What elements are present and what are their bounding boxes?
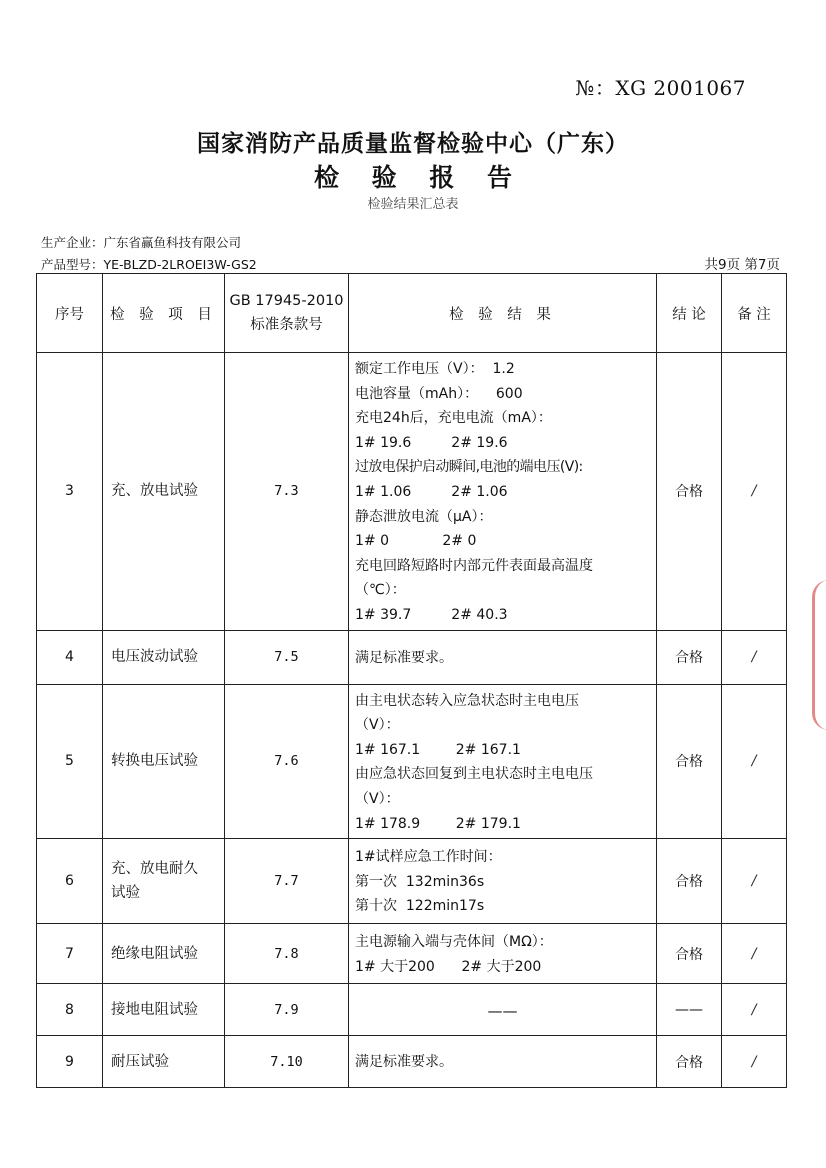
row-no: 6 <box>37 839 103 924</box>
result-line: 第十次 122min17s <box>355 898 485 915</box>
result-line: 静态泄放电流（μA）： <box>355 508 493 525</box>
header-no: 序号 <box>37 274 103 353</box>
row-no: 3 <box>37 353 103 631</box>
result-line: 1# 大于200 2# 大于200 <box>355 958 542 975</box>
row-no: 5 <box>37 684 103 839</box>
row-remark: / <box>722 1036 787 1088</box>
seal-stamp-fragment <box>812 580 826 730</box>
result-line: 充电24h后，充电电流（mA）： <box>355 410 552 427</box>
row-conclusion: 合格 <box>657 924 722 984</box>
table-header-row <box>37 274 787 353</box>
row-no: 9 <box>37 1036 103 1088</box>
organization-title: 国家消防产品质量监督检验中心（广东） <box>197 131 629 157</box>
report-subtitle: 检验结果汇总表 <box>367 197 459 212</box>
row-clause: 7.7 <box>225 839 349 924</box>
result-line: 1# 167.1 2# 167.1 <box>355 741 521 758</box>
table-row <box>37 984 787 1036</box>
row-remark: / <box>722 924 787 984</box>
result-line: 满足标准要求。 <box>355 649 453 666</box>
row-clause: 7.3 <box>225 353 349 631</box>
row-no: 7 <box>37 924 103 984</box>
header-clause-label: 标准条款号 <box>250 317 323 333</box>
row-result <box>349 630 657 684</box>
header-result: 检 验 结 果 <box>349 274 657 353</box>
row-conclusion: 合格 <box>657 1036 722 1088</box>
row-result <box>349 839 657 924</box>
row-remark: / <box>722 684 787 839</box>
result-line: 1# 178.9 2# 179.1 <box>355 815 521 832</box>
row-conclusion: 合格 <box>657 630 722 684</box>
row-item: 电压波动试验 <box>103 630 225 684</box>
row-item: 耐压试验 <box>103 1036 225 1088</box>
table-row <box>37 839 787 924</box>
header-remark: 备 注 <box>722 274 787 353</box>
result-line: 由主电状态转入应急状态时主电电压 <box>355 692 579 709</box>
row-result <box>349 924 657 984</box>
model-line: 产品型号：YE-BLZD-2LROEⅠ3W-GS2 <box>41 257 257 272</box>
result-line: （V）： <box>355 790 400 807</box>
result-line: 满足标准要求。 <box>355 1054 453 1071</box>
table-row <box>37 684 787 839</box>
result-line: 1# 19.6 2# 19.6 <box>355 434 508 451</box>
row-result <box>349 1036 657 1088</box>
result-line: 电池容量（mAh）： 600 <box>355 385 523 402</box>
result-line: 充电回路短路时内部元件表面最高温度 <box>355 557 593 574</box>
row-conclusion: 合格 <box>657 353 722 631</box>
manufacturer-line: 生产企业：广东省赢鱼科技有限公司 <box>41 235 242 250</box>
result-line: 第一次 132min36s <box>355 873 485 890</box>
row-conclusion: 合格 <box>657 839 722 924</box>
result-line: 1# 39.7 2# 40.3 <box>355 606 508 623</box>
row-remark: / <box>722 630 787 684</box>
result-line: 1# 1.06 2# 1.06 <box>355 483 508 500</box>
row-item: 接地电阻试验 <box>103 984 225 1036</box>
row-item-line: 试验 <box>111 885 140 902</box>
result-line: 1#试样应急工作时间： <box>355 849 502 866</box>
row-clause: 7.10 <box>225 1036 349 1088</box>
row-clause: 7.8 <box>225 924 349 984</box>
row-item-line: 充、放电耐久 <box>111 861 198 878</box>
row-remark: / <box>722 839 787 924</box>
row-clause: 7.5 <box>225 630 349 684</box>
row-item: 充、放电试验 <box>103 353 225 631</box>
result-line: （V）： <box>355 717 400 734</box>
row-clause: 7.9 <box>225 984 349 1036</box>
row-clause: 7.6 <box>225 684 349 839</box>
row-result <box>349 353 657 631</box>
header-item: 检 验 项 目 <box>103 274 225 353</box>
row-remark: / <box>722 984 787 1036</box>
row-no: 8 <box>37 984 103 1036</box>
row-conclusion: —— <box>657 984 722 1036</box>
table-row <box>37 924 787 984</box>
table-row <box>37 1036 787 1088</box>
results-table <box>36 273 787 1088</box>
row-no: 4 <box>37 630 103 684</box>
report-number: №：XG 2001067 <box>575 76 746 100</box>
result-line: 1# 0 2# 0 <box>355 533 477 550</box>
result-line: 主电源输入端与壳体间（MΩ）： <box>355 934 553 950</box>
row-conclusion: 合格 <box>657 684 722 839</box>
row-result <box>349 684 657 839</box>
table-row <box>37 353 787 631</box>
header-clause <box>225 274 349 353</box>
page-indicator: 共9页 第7页 <box>704 257 780 273</box>
row-item <box>103 839 225 924</box>
row-item: 转换电压试验 <box>103 684 225 839</box>
result-line: 额定工作电压（V）： 1.2 <box>355 361 515 377</box>
result-line: 过放电保护启动瞬间,电池的端电压(V): <box>355 459 583 476</box>
result-line: （℃）： <box>355 582 406 599</box>
row-item: 绝缘电阻试验 <box>103 924 225 984</box>
table-row <box>37 630 787 684</box>
report-title: 检 验 报 告 <box>313 163 525 192</box>
header-clause-standard: GB 17945-2010 <box>229 293 344 309</box>
row-result: —— <box>349 984 657 1036</box>
result-line: 由应急状态回复到主电状态时主电电压 <box>355 766 593 783</box>
header-conclusion: 结 论 <box>657 274 722 353</box>
row-remark: / <box>722 353 787 631</box>
